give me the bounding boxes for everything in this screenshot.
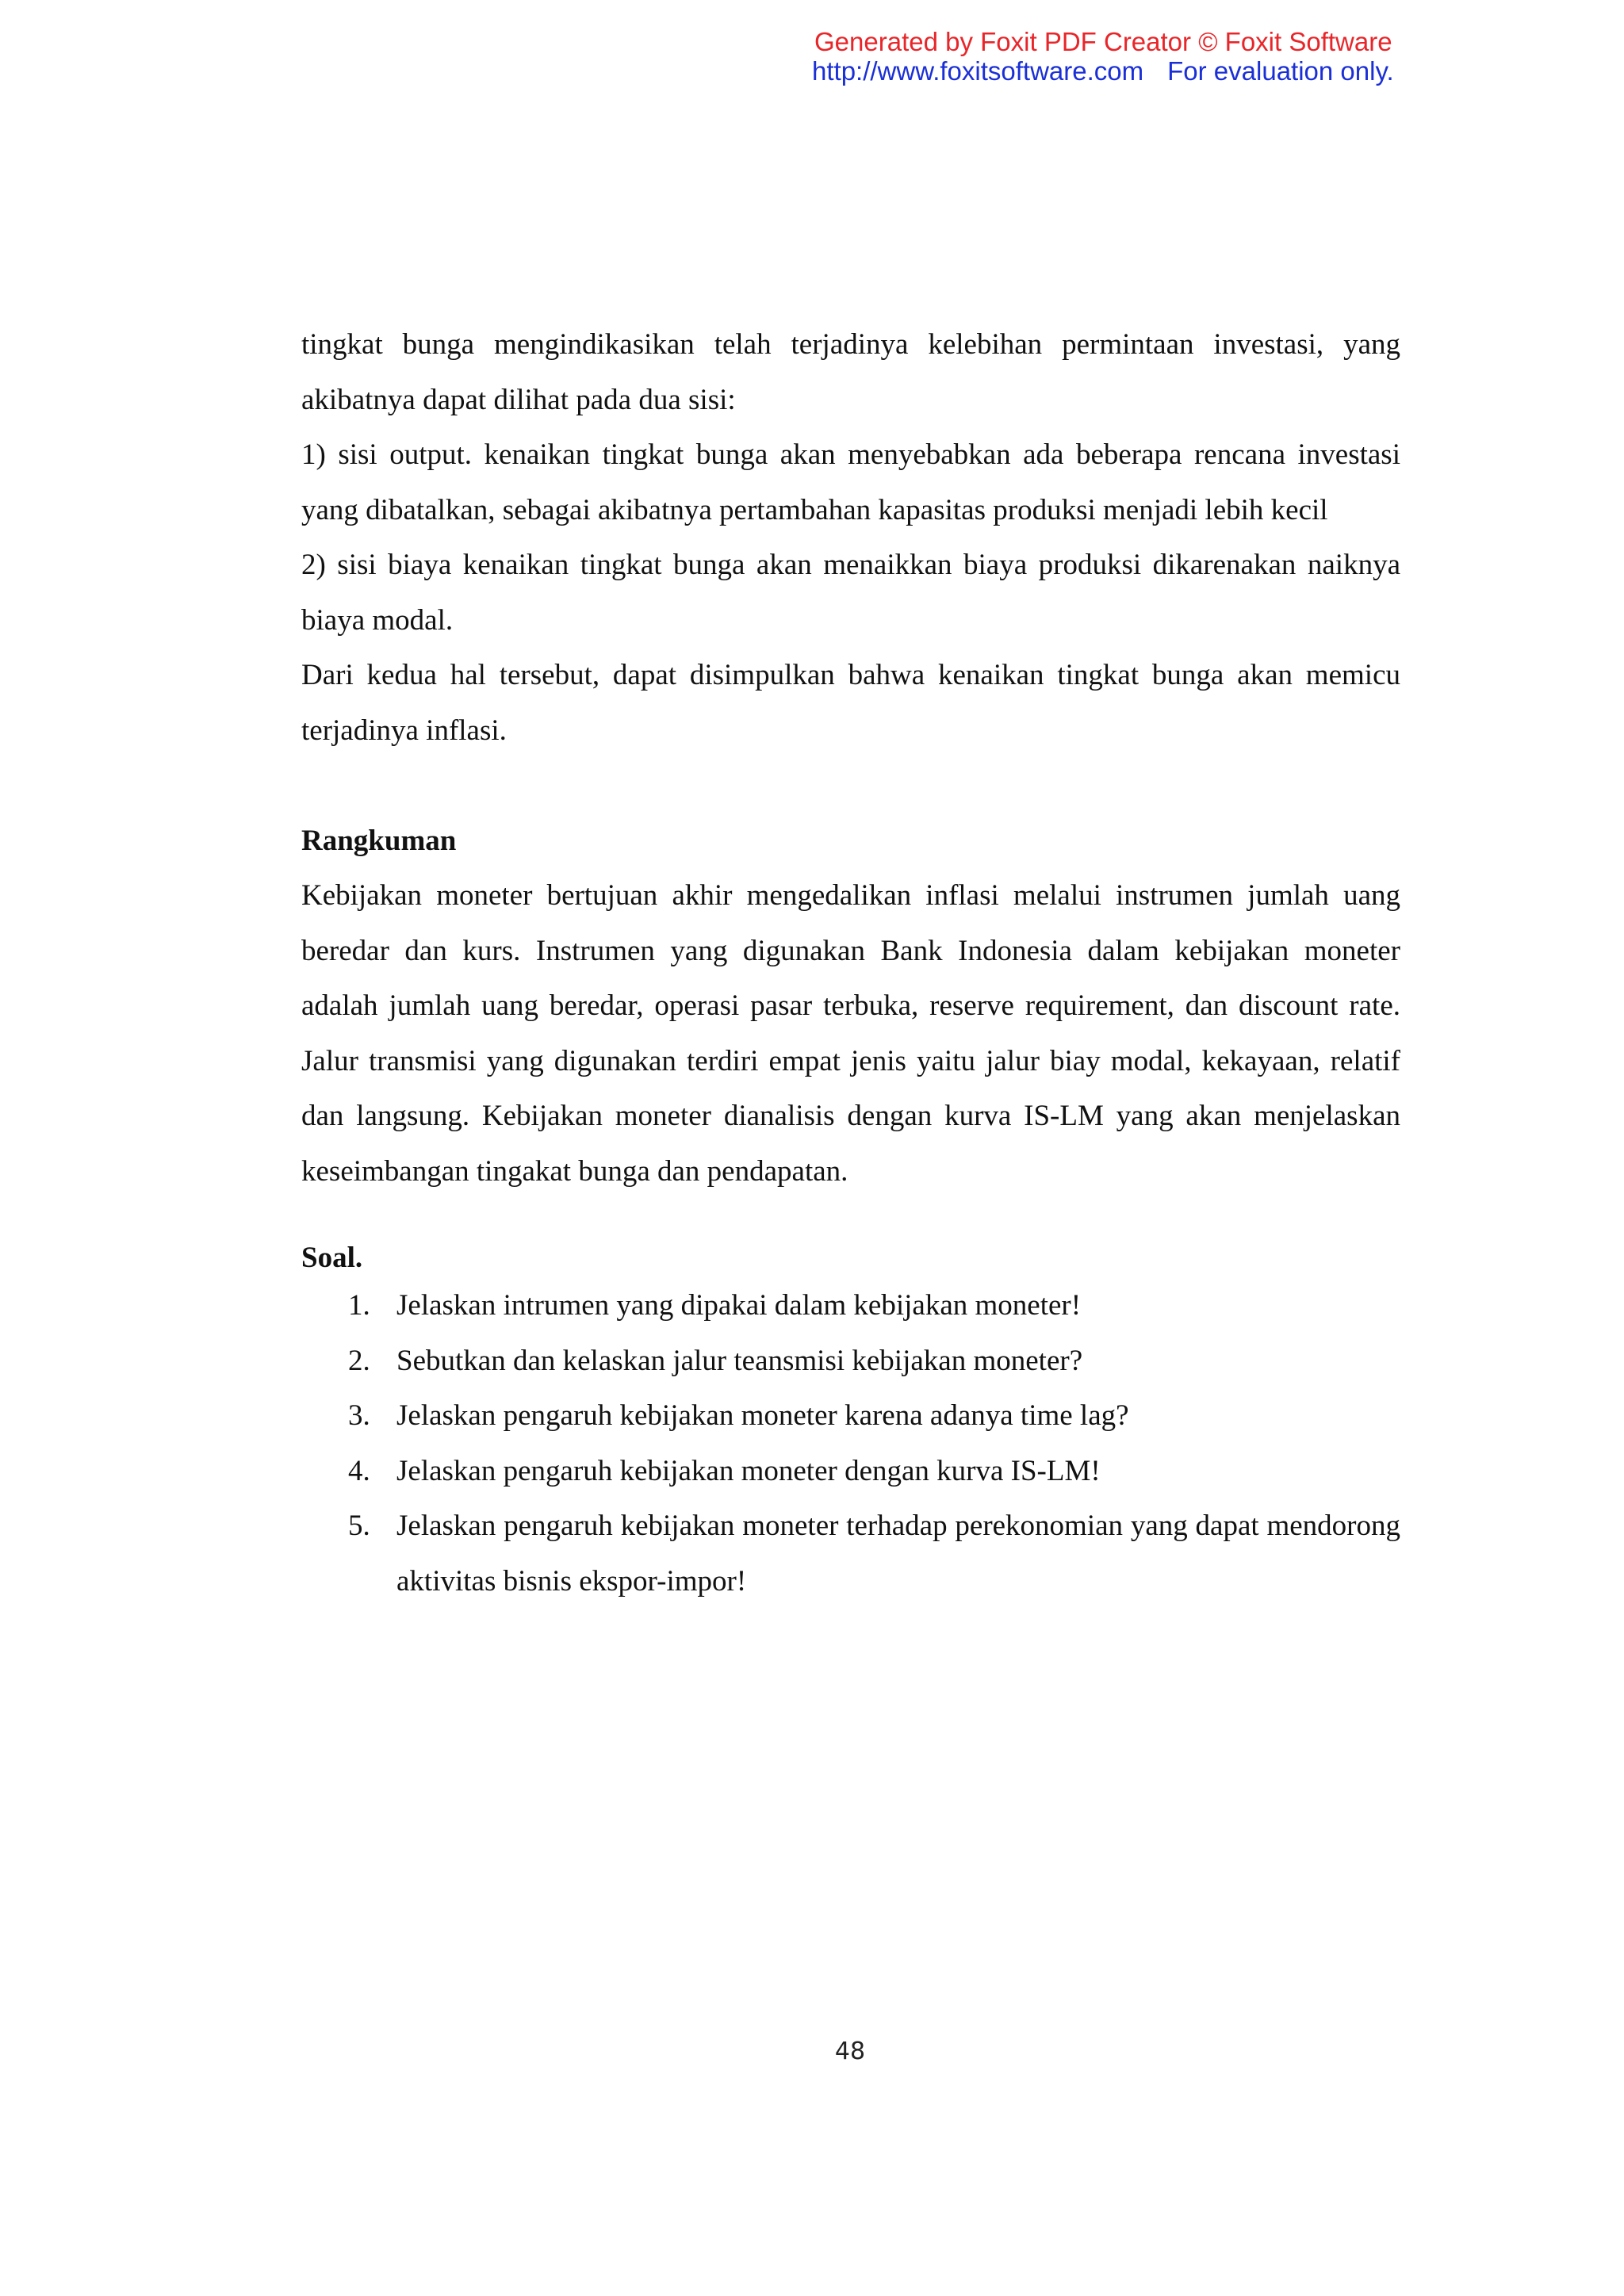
- question-item: [301, 1334, 1400, 1389]
- question-text: Jelaskan intrumen yang dipakai dalam kebijakan moneter!: [396, 1289, 1082, 1322]
- question-number: 5.: [348, 1510, 370, 1542]
- foxit-watermark: [812, 27, 1438, 86]
- watermark-url: http://www.foxitsoftware.com: [812, 56, 1144, 86]
- watermark-line-1: Generated by Foxit PDF Creator © Foxit Software: [814, 27, 1392, 56]
- question-item: [301, 1278, 1400, 1334]
- question-item: [301, 1388, 1400, 1444]
- questions-heading: Soal.: [301, 1242, 363, 1274]
- watermark-note: For evaluation only.: [1167, 56, 1394, 86]
- section-spacer: [301, 1199, 1400, 1238]
- question-number: 1.: [348, 1289, 370, 1322]
- page-number: 48: [834, 2038, 866, 2065]
- question-number: 2.: [348, 1344, 370, 1377]
- question-item: [301, 1498, 1400, 1609]
- question-number: 4.: [348, 1454, 370, 1487]
- question-text: Jelaskan pengaruh kebijakan moneter karena adanya time lag?: [396, 1399, 1129, 1432]
- section-spacer: [301, 758, 1400, 813]
- paragraph-conclusion: Dari kedua hal tersebut, dapat disimpulkan bahwa kenaikan tingkat bunga akan memicu terjadinya inflasi.: [301, 659, 1400, 747]
- paragraph-cost-side: 2) sisi biaya kenaikan tingkat bunga akan menaikkan biaya produksi dikarenakan naiknya biaya modal.: [301, 549, 1400, 637]
- watermark-line-2: [812, 56, 1438, 86]
- questions-list: [301, 1278, 1400, 1609]
- question-text: Jelaskan pengaruh kebijakan moneter dengan kurva IS-LM!: [396, 1454, 1101, 1487]
- question-text: Sebutkan dan kelaskan jalur teansmisi kebijakan moneter?: [396, 1344, 1083, 1377]
- question-number: 3.: [348, 1399, 370, 1432]
- question-item: [301, 1444, 1400, 1499]
- body-text: [301, 317, 1400, 1609]
- paragraph-output-side: 1) sisi output. kenaikan tingkat bunga akan menyebabkan ada beberapa rencana investasi yang dibatalkan, sebagai akibatnya pertambahan kapasitas produksi menjadi lebih kecil: [301, 438, 1400, 526]
- question-text: Jelaskan pengaruh kebijakan moneter terhadap perekonomian yang dapat mendorong aktivitas bisnis ekspor-impor!: [396, 1510, 1400, 1598]
- summary-heading: Rangkuman: [301, 824, 457, 857]
- paragraph-intro: tingkat bunga mengindikasikan telah terjadinya kelebihan permintaan investasi, yang akibatnya dapat dilihat pada dua sisi:: [301, 328, 1400, 416]
- summary-text: Kebijakan moneter bertujuan akhir mengedalikan inflasi melalui instrumen jumlah uang beredar dan kurs. Instrumen yang digunakan Bank Indonesia dalam kebijakan moneter adalah jumlah uang beredar, operasi pasar terbuka, reserve requirement, dan discount rate. Jalur transmisi yang digunakan terdiri empat jenis yaitu jalur biay modal, kekayaan, relatif dan langsung. Kebijakan moneter dianalisis dengan kurva IS-LM yang akan menjelaskan keseimbangan tingakat bunga dan pendapatan.: [301, 879, 1400, 1188]
